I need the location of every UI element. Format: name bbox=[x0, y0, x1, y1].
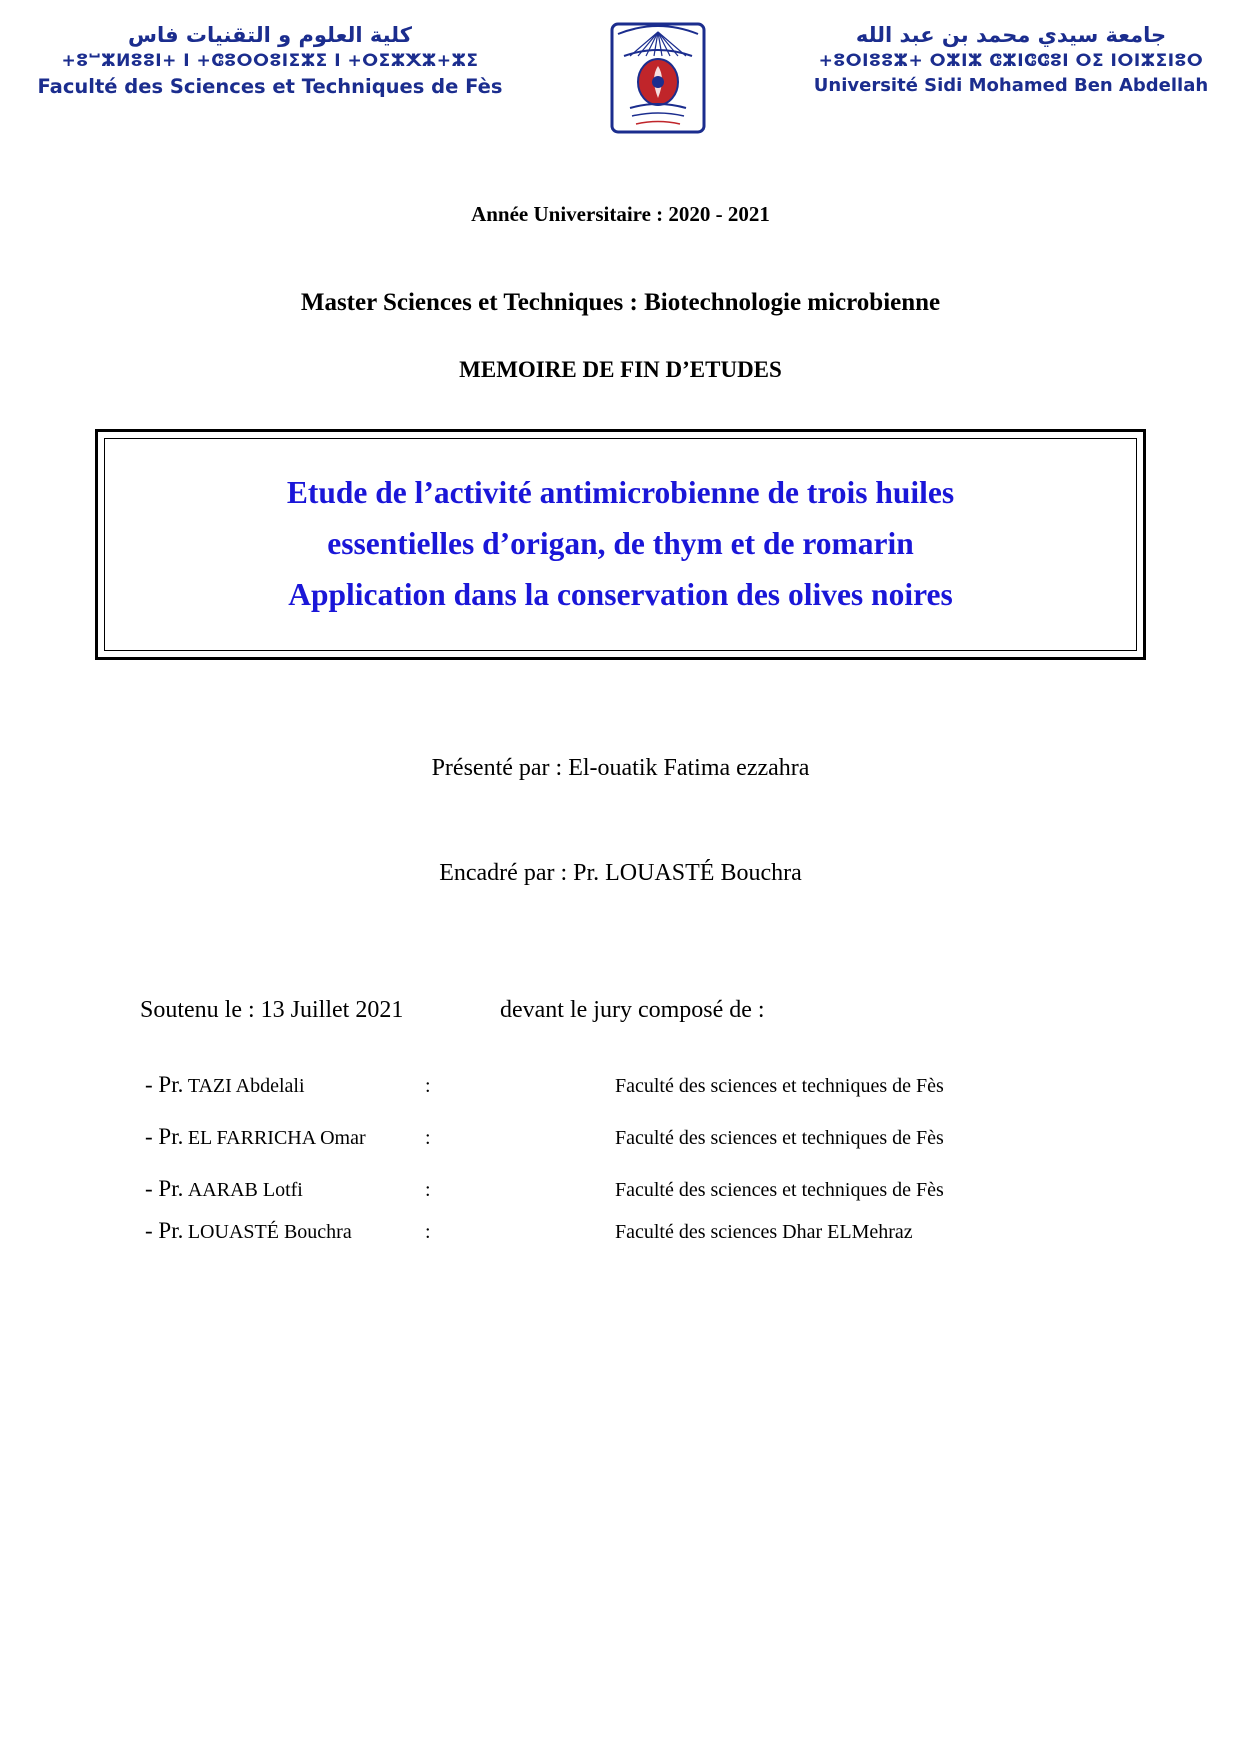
jury-member-row bbox=[145, 1176, 1241, 1202]
jury-member-row bbox=[145, 1218, 1241, 1244]
jury-member-prefix: - Pr. bbox=[145, 1124, 184, 1150]
jury-intro: devant le jury composé de : bbox=[500, 997, 765, 1024]
document-type: MEMOIRE DE FIN D’ETUDES bbox=[459, 357, 782, 382]
jury-member-name bbox=[145, 1072, 425, 1098]
jury-member-row bbox=[145, 1124, 1241, 1150]
jury-member-affiliation: Faculté des sciences Dhar ELMehraz bbox=[615, 1221, 913, 1244]
jury-member-person: TAZI Abdelali bbox=[187, 1075, 305, 1098]
jury-member-person: LOUASTÉ Bouchra bbox=[187, 1221, 352, 1244]
faculty-name-tifinagh: +ⵓⵯⵣⵍⵓⵓⵏ+ Ⅰ +ⵛⵓⵔⵔⵓⵏⵉⵣⵉ ⵏ +ⵔⵉⵣⵅⵣ+ⵣⵉ bbox=[61, 51, 479, 72]
academic-year: Année Universitaire : 2020 - 2021 bbox=[471, 202, 770, 226]
jury-member-affiliation: Faculté des sciences et techniques de Fès bbox=[615, 1127, 944, 1150]
thesis-title-line-3: Application dans la conservation des olives noires bbox=[288, 577, 953, 613]
jury-member-separator: : bbox=[425, 1075, 431, 1098]
faculty-name-french: Faculté des Sciences et Techniques de Fès bbox=[37, 74, 503, 98]
jury-member-name bbox=[145, 1124, 425, 1150]
jury-member-affiliation: Faculté des sciences et techniques de Fès bbox=[615, 1075, 944, 1098]
jury-member-prefix: - Pr. bbox=[145, 1218, 184, 1244]
jury-member-separator: : bbox=[425, 1221, 431, 1244]
jury-member-prefix: - Pr. bbox=[145, 1176, 184, 1202]
jury-member-name bbox=[145, 1176, 425, 1202]
defense-row bbox=[0, 997, 1241, 1024]
jury-member-person: AARAB Lotfi bbox=[187, 1179, 303, 1202]
jury-member-row bbox=[145, 1072, 1241, 1098]
defense-date: Soutenu le : 13 Juillet 2021 bbox=[140, 997, 404, 1024]
jury-member-separator: : bbox=[425, 1179, 431, 1202]
faculty-name-arabic: كلية العلوم و التقنيات فاس bbox=[128, 23, 412, 47]
university-emblem-icon bbox=[610, 22, 706, 134]
document-header bbox=[0, 0, 1241, 130]
jury-member-prefix: - Pr. bbox=[145, 1072, 184, 1098]
jury-member-affiliation: Faculté des sciences et techniques de Fès bbox=[615, 1179, 944, 1202]
university-logo-right bbox=[811, 22, 1211, 97]
thesis-title bbox=[131, 467, 1110, 620]
university-name-tifinagh: +ⵓⵔⵏⵓⵓⵣ+ ⵔⵣⵏⵣ ⵛⵣⵏⵛⵛⵓⵏ ⵔⵉ ⵏⵔⵏⵣⵉⵏⵓⵔ bbox=[818, 51, 1204, 72]
title-box-inner bbox=[104, 438, 1137, 651]
faculty-logo-left bbox=[35, 22, 505, 99]
jury-member-name bbox=[145, 1218, 425, 1244]
author-line: Présenté par : El-ouatik Fatima ezzahra bbox=[431, 755, 810, 782]
jury-member-separator: : bbox=[425, 1127, 431, 1150]
thesis-title-line-2: essentielles d’origan, de thym et de romarin bbox=[327, 526, 914, 562]
university-name-arabic: جامعة سيدي محمد بن عبد الله bbox=[855, 23, 1167, 47]
jury-list bbox=[0, 1072, 1241, 1244]
university-name-french: Université Sidi Mohamed Ben Abdellah bbox=[813, 74, 1209, 96]
thesis-title-line-1: Etude de l’activité antimicrobienne de trois huiles bbox=[286, 475, 955, 510]
title-box bbox=[95, 429, 1146, 660]
jury-member-person: EL FARRICHA Omar bbox=[187, 1127, 366, 1150]
program-name: Master Sciences et Techniques : Biotechnologie microbienne bbox=[300, 289, 941, 316]
supervisor-line: Encadré par : Pr. LOUASTÉ Bouchra bbox=[439, 860, 802, 887]
